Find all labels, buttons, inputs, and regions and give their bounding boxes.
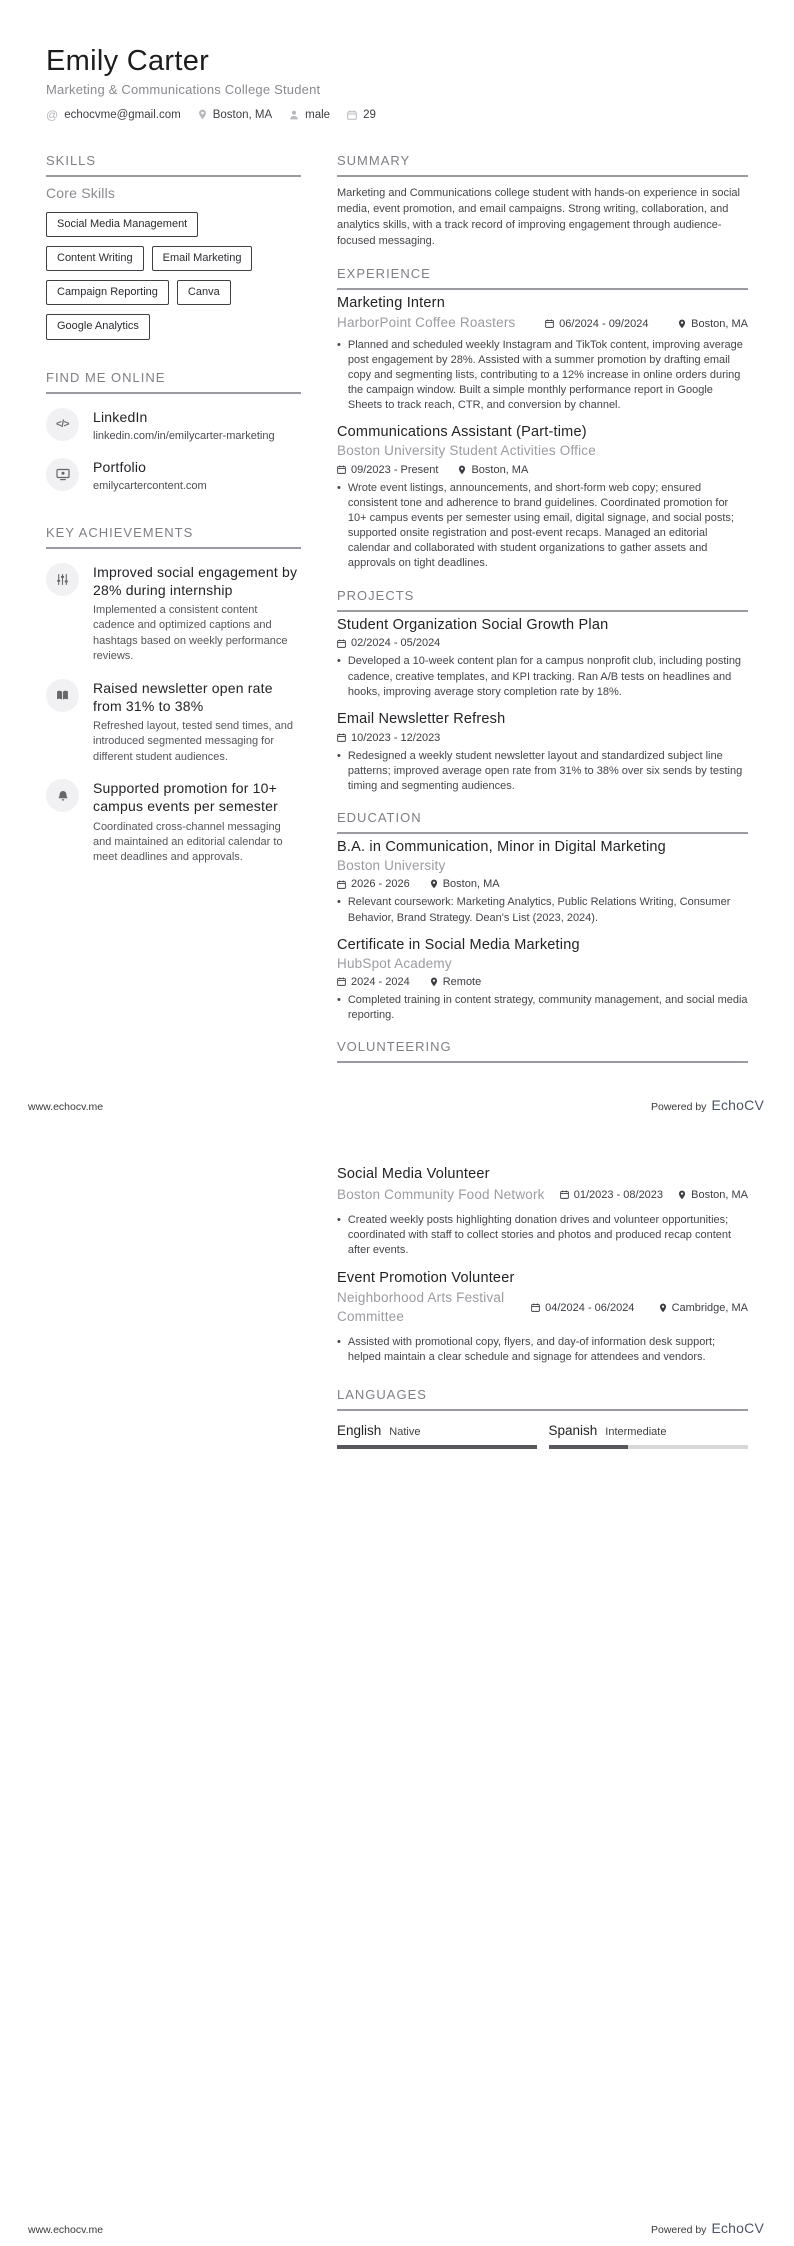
volunteering-section-title: VOLUNTEERING <box>337 1039 748 1063</box>
right-column-continued <box>337 1165 748 1449</box>
find-me-online-section <box>46 370 301 495</box>
powered-by <box>651 2220 764 2236</box>
experience-meta-row <box>337 464 748 476</box>
key-achievements-section <box>46 525 301 866</box>
achievement-description: Refreshed layout, tested send times, and introduced segmented messaging for different student audiences. <box>93 720 293 763</box>
language-level: Native <box>389 1426 421 1439</box>
find-me-online-section-title: FIND ME ONLINE <box>46 370 301 394</box>
experience-meta-row <box>337 314 748 332</box>
language-item <box>337 1423 537 1449</box>
contact-location-text: Boston, MA <box>212 108 273 121</box>
project-bullet: • Redesigned a weekly student newsletter layout and standardized subject line patterns; improved average open rate from 31% to 38% over six sends by testing timing and segmenting audiences. <box>337 749 743 793</box>
experience-section-title: EXPERIENCE <box>337 266 748 290</box>
education-entry <box>337 838 748 925</box>
education-school: Boston University <box>337 858 446 874</box>
education-meta-row <box>337 878 748 890</box>
online-link-portfolio[interactable] <box>46 458 301 495</box>
bell-icon <box>46 779 79 812</box>
contact-row <box>46 109 748 121</box>
location: Remote <box>430 976 482 988</box>
contact-email-text: echocvme@gmail.com <box>64 108 181 121</box>
open-book-icon <box>46 679 79 712</box>
achievement-title: Supported promotion for 10+ campus events per semester <box>93 780 278 815</box>
experience-company: Boston University Student Activities Office <box>337 443 596 459</box>
education-degree: Certificate in Social Media Marketing <box>337 936 580 953</box>
at-icon: @ <box>46 107 59 122</box>
language-name: Spanish <box>548 1423 598 1439</box>
achievement-item <box>46 679 301 766</box>
calendar-icon <box>347 110 357 120</box>
skill-tag: Email Marketing <box>152 246 253 271</box>
screen-icon <box>46 458 79 491</box>
languages-section <box>337 1387 748 1449</box>
location-pin-icon <box>678 319 686 329</box>
page-footer <box>28 1097 764 1113</box>
calendar-icon <box>560 1190 569 1199</box>
online-link-url[interactable]: linkedin.com/in/emilycarter-marketing <box>93 429 275 442</box>
contact-gender <box>289 109 330 121</box>
location-pin-icon <box>659 1303 667 1313</box>
location-pin-icon <box>198 109 207 120</box>
candidate-job-title: Marketing & Communications College Student <box>46 81 321 97</box>
volunteering-title: Social Media Volunteer <box>337 1166 490 1182</box>
contact-age-text: 29 <box>363 108 376 121</box>
experience-bullet: • Planned and scheduled weekly Instagram and TikTok content, improving average post engagement by 28%. Assisted with a summer promotion by drafting email copy and segmenting lists, contributing to a 12% increase in online orders during the campaign window. Built a simple monthly performance report in Google Sheets to track reach, CTR, and conversion by channel. <box>337 338 743 412</box>
footer-website-link[interactable]: www.echocv.me <box>28 1101 104 1113</box>
skills-group-title: Core Skills <box>46 184 116 201</box>
project-entry <box>337 710 748 794</box>
skill-tags <box>46 212 301 340</box>
volunteering-bullet: • Created weekly posts highlighting donation drives and volunteer opportunities; coordinated with staff to collect stories and photos and produced recap content after events. <box>337 1214 732 1257</box>
experience-section <box>337 266 748 572</box>
calendar-icon <box>337 880 346 889</box>
contact-age <box>347 109 376 121</box>
candidate-name: Emily Carter <box>46 45 210 77</box>
location-pin-icon <box>430 879 438 889</box>
left-column <box>46 153 301 1063</box>
education-bullet: • Completed training in content strategy, community management, and social media reporting. <box>337 993 748 1021</box>
language-level: Intermediate <box>605 1426 667 1439</box>
experience-bullet: • Wrote event listings, announcements, and short-form web copy; ensured consistent tone and adherence to brand guidelines. Coordinated promotion for 10+ campus events per semester using email, digital signage, and social posts; supported onsite registration and post-event recaps. Managed an editorial calendar and collaborated with student organizations to gather assets and approvals on tight deadlines. <box>337 481 734 570</box>
skill-tag: Canva <box>177 280 231 305</box>
calendar-icon <box>337 639 346 648</box>
online-link-url[interactable]: emilycartercontent.com <box>93 480 207 493</box>
online-link-label: LinkedIn <box>93 408 148 425</box>
date-range: 06/2024 - 09/2024 <box>545 318 648 330</box>
language-proficiency-fill <box>549 1445 629 1449</box>
sliders-icon <box>46 563 79 596</box>
summary-section-title: SUMMARY <box>337 153 748 177</box>
location-pin-icon <box>430 977 438 987</box>
calendar-icon <box>545 319 554 328</box>
experience-title: Communications Assistant (Part-time) <box>337 424 587 441</box>
date-range: 2026 - 2026 <box>337 878 410 890</box>
powered-by-label: Powered by <box>650 1101 707 1113</box>
volunteering-entry <box>337 1165 748 1259</box>
date-range: 04/2024 - 06/2024 <box>531 1302 634 1314</box>
education-degree: B.A. in Communication, Minor in Digital Marketing <box>337 839 666 856</box>
right-column <box>337 153 748 1063</box>
education-school: HubSpot Academy <box>337 955 452 971</box>
contact-gender-text: male <box>305 108 331 121</box>
calendar-icon <box>531 1303 540 1312</box>
project-entry <box>337 616 748 700</box>
contact-location <box>198 109 272 121</box>
key-achievements-section-title: KEY ACHIEVEMENTS <box>46 525 301 549</box>
education-section-title: EDUCATION <box>337 810 748 834</box>
volunteering-meta-row <box>337 1289 748 1325</box>
location-pin-icon <box>678 1190 686 1200</box>
contact-email[interactable] <box>46 109 181 121</box>
achievement-title: Improved social engagement by 28% during internship <box>93 563 298 598</box>
code-icon: </> <box>46 408 79 441</box>
echocv-brand-link[interactable]: EchoCV <box>711 1097 764 1113</box>
page-footer <box>28 2220 764 2236</box>
person-icon <box>289 110 299 120</box>
location-pin-icon <box>458 465 466 475</box>
education-meta-row <box>337 976 748 988</box>
project-title: Student Organization Social Growth Plan <box>337 616 609 633</box>
language-proficiency-bar <box>337 1445 537 1449</box>
skill-tag: Campaign Reporting <box>46 280 169 305</box>
projects-section-title: PROJECTS <box>337 588 748 612</box>
experience-title: Marketing Intern <box>337 294 445 311</box>
skills-section <box>46 153 301 340</box>
powered-by <box>651 1097 764 1113</box>
experience-company: HarborPoint Coffee Roasters <box>337 315 516 331</box>
cv-header <box>46 44 748 121</box>
project-bullet: • Developed a 10-week content plan for a campus nonprofit club, including posting cadence, creative templates, and KPI tracking. Ran A/B tests on headlines and hooks, improving average story completion rate by 18%. <box>337 655 742 698</box>
volunteering-bullet: • Assisted with promotional copy, flyers, and day-of information desk support; helped maintain a clear schedule and signage for attendees and vendors. <box>337 1335 716 1364</box>
project-meta-row <box>337 732 748 744</box>
volunteering-organization: Boston Community Food Network <box>337 1186 545 1202</box>
echocv-brand-link[interactable]: EchoCV <box>711 2220 764 2236</box>
location: Boston, MA <box>430 878 500 890</box>
volunteering-section-header <box>337 1039 748 1063</box>
date-range: 10/2023 - 12/2023 <box>337 732 440 744</box>
experience-entry <box>337 423 748 571</box>
cv-page-2 <box>0 1123 794 2246</box>
skill-tag: Google Analytics <box>46 314 150 339</box>
volunteering-entry <box>337 1269 748 1366</box>
location: Boston, MA <box>458 464 528 476</box>
skill-tag: Content Writing <box>46 246 144 271</box>
achievement-item <box>46 779 301 866</box>
language-proficiency-fill <box>337 1445 537 1449</box>
volunteering-meta-row <box>337 1186 748 1204</box>
achievement-description: Coordinated cross-channel messaging and maintained an editorial calendar to meet deadlines and approvals. <box>93 820 283 864</box>
footer-website-link[interactable]: www.echocv.me <box>28 2224 104 2236</box>
project-title: Email Newsletter Refresh <box>337 710 506 727</box>
location: Cambridge, MA <box>659 1302 748 1314</box>
education-entry <box>337 936 748 1023</box>
date-range: 02/2024 - 05/2024 <box>337 637 440 649</box>
skill-tag: Social Media Management <box>46 212 198 237</box>
summary-section <box>337 153 748 250</box>
achievement-title: Raised newsletter open rate from 31% to 38% <box>93 679 273 714</box>
two-column-layout <box>46 153 748 1063</box>
education-section <box>337 810 748 1023</box>
languages-section-title: LANGUAGES <box>337 1387 748 1411</box>
date-range: 01/2023 - 08/2023 <box>560 1189 663 1201</box>
languages-grid <box>337 1423 748 1449</box>
language-proficiency-bar <box>549 1445 749 1449</box>
volunteering-title: Event Promotion Volunteer <box>337 1269 515 1286</box>
education-bullet: • Relevant coursework: Marketing Analytics, Public Relations Writing, Consumer Behavior, Brand Strategy. Dean's List (2023, 2024). <box>337 896 731 924</box>
summary-text: Marketing and Communications college student with hands-on experience in social media, event promotion, and email campaigns. Strong writing, collaboration, and analytics skills, with a track record of improving engagement through audience-focused messaging. <box>337 186 740 247</box>
calendar-icon <box>337 465 346 474</box>
language-item <box>549 1423 749 1449</box>
online-link-label: Portfolio <box>93 459 147 476</box>
project-meta-row <box>337 637 748 649</box>
skills-section-title: SKILLS <box>46 153 301 177</box>
language-name: English <box>337 1423 382 1439</box>
location: Boston, MA <box>678 318 748 330</box>
achievement-description: Implemented a consistent content cadence and optimized captions and hashtags based on weekly performance reviews. <box>93 604 288 663</box>
volunteering-organization: Neighborhood Arts Festival Committee <box>337 1290 505 1324</box>
volunteering-section <box>337 1165 748 1365</box>
online-link-linkedin[interactable] <box>46 408 301 445</box>
calendar-icon <box>337 733 346 742</box>
projects-section <box>337 588 748 795</box>
powered-by-label: Powered by <box>650 2224 707 2236</box>
achievement-item <box>46 563 301 665</box>
calendar-icon <box>337 977 346 986</box>
location: Boston, MA <box>678 1189 748 1201</box>
date-range: 2024 - 2024 <box>337 976 410 988</box>
date-range: 09/2023 - Present <box>337 464 438 476</box>
experience-entry <box>337 294 748 414</box>
